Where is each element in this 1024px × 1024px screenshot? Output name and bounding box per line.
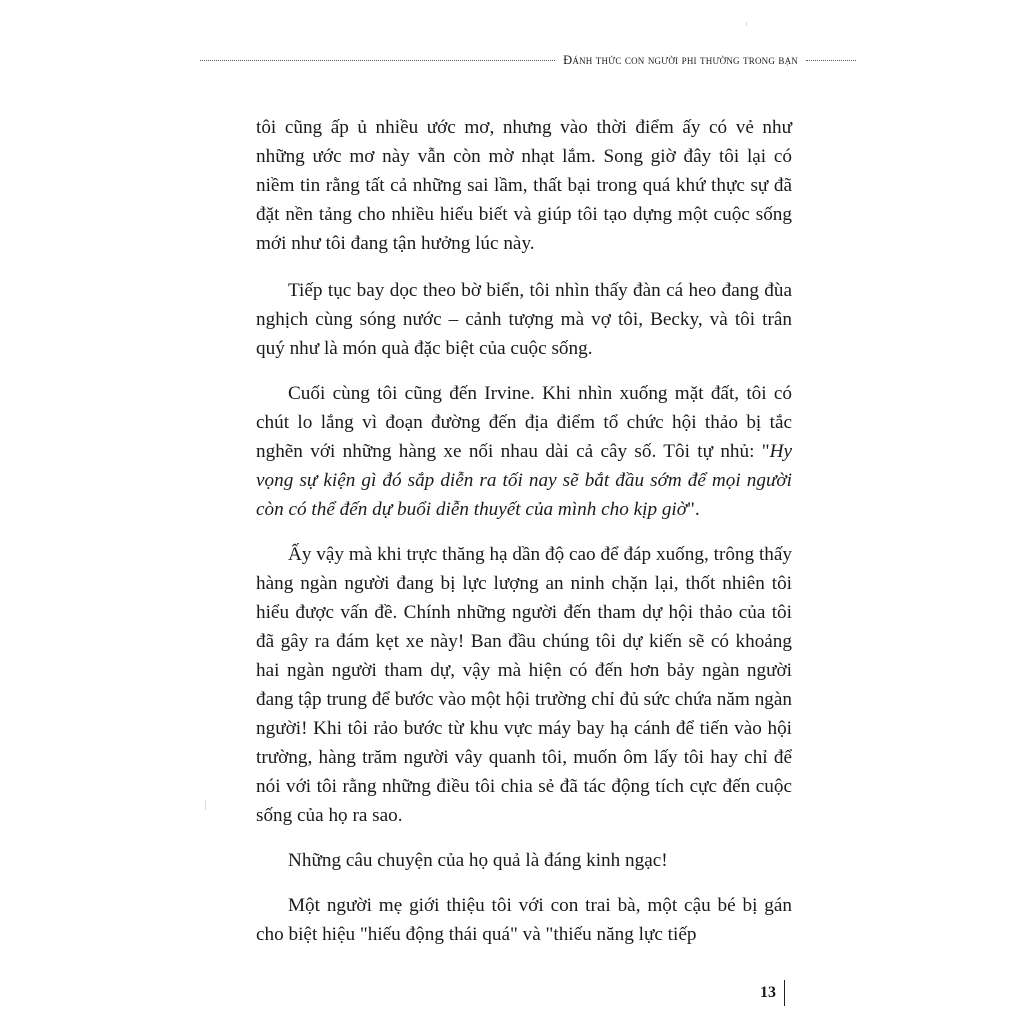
paragraph-6: Một người mẹ giới thiệu tôi với con trai bà, một cậu bé bị gán cho biệt hiệu "hiếu động thái quá" và "thiếu năng lực tiếp bbox=[256, 895, 792, 945]
paragraph-3-end: ". bbox=[687, 499, 700, 520]
paragraph-5: Những câu chuyện của họ quả là đáng kinh ngạc! bbox=[288, 850, 668, 871]
scan-mark bbox=[746, 22, 747, 26]
header-right-rule bbox=[806, 60, 856, 61]
paragraph-4: Ấy vậy mà khi trực thăng hạ dần độ cao để đáp xuống, trông thấy hàng ngàn người đang bị lực lượng an ninh chặn lại, thốt nhiên tôi hiểu được vấn đề. Chính những người đến tham dự hội thảo của tôi đã gây ra đám kẹt xe này! Ban đầu chúng tôi dự kiến sẽ có khoảng hai ngàn người tham dự, vậy mà hiện có đến hơn bảy ngàn người đang tập trung để bước vào một hội trường chỉ đủ sức chứa năm ngàn người! Khi tôi rảo bước từ khu vực máy bay hạ cánh để tiến vào hội trường, hàng trăm người vây quanh tôi, muốn ôm lấy tôi hay chỉ để nói với tôi rằng những điều tôi chia sẻ đã tác động tích cực đến cuộc sống của họ ra sao. bbox=[256, 544, 792, 826]
paragraph-3-text: Cuối cùng tôi cũng đến Irvine. Khi nhìn xuống mặt đất, tôi có chút lo lắng vì đoạn đường đến địa điểm tổ chức hội thảo bị tắc nghẽn với những hàng xe nối nhau dài cả cây số. Tôi tự nhủ: " bbox=[256, 383, 792, 462]
page-number: 13 bbox=[760, 980, 785, 1006]
scan-mark bbox=[205, 800, 206, 810]
paragraph-2: Tiếp tục bay dọc theo bờ biển, tôi nhìn thấy đàn cá heo đang đùa nghịch cùng sóng nước – cảnh tượng mà vợ tôi, Becky, và tôi trân quý như là món quà đặc biệt của cuộc sống. bbox=[256, 280, 792, 359]
header-title: Đánh thức con người phi thường trong bạn bbox=[563, 52, 798, 67]
paragraph-3-quote: Hy vọng sự kiện gì đó sắp diễn ra tối nay sẽ bắt đầu sớm để mọi người còn có thể đến dự buổi diễn thuyết của mình cho kịp giờ bbox=[256, 441, 792, 520]
header-left-rule bbox=[200, 60, 555, 61]
running-header bbox=[200, 48, 856, 72]
page-body bbox=[256, 113, 792, 949]
paragraph-1: tôi cũng ấp ủ nhiều ước mơ, nhưng vào thời điểm ấy có vẻ như những ước mơ này vẫn còn mờ nhạt lắm. Song giờ đây tôi lại có niềm tin rằng tất cả những sai lầm, thất bại trong quá khứ thực sự đã đặt nền tảng cho nhiều hiểu biết và giúp tôi tạo dựng một cuộc sống mới như tôi đang tận hưởng lúc này. bbox=[256, 117, 792, 254]
paragraph-3 bbox=[256, 379, 792, 524]
